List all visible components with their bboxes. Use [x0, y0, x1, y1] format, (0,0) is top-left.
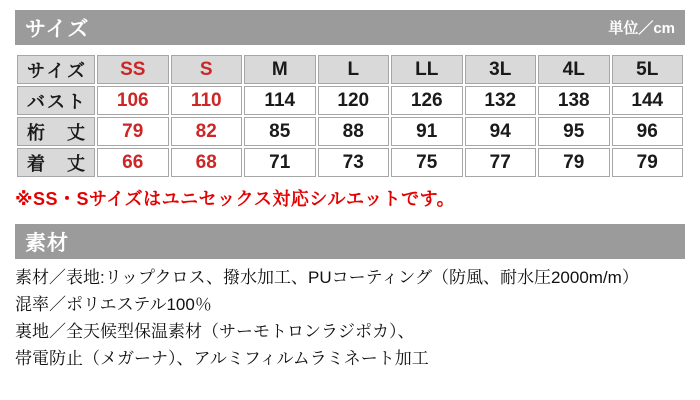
table-cell: 95 [538, 117, 610, 146]
table-cell: 71 [244, 148, 316, 177]
size-table-header-row [17, 55, 683, 84]
material-line: 素材／表地:リップクロス、撥水加工、PUコーティング（防風、耐水圧2000m/m） [15, 268, 639, 287]
table-row [17, 148, 683, 177]
column-header-ss: SS [97, 55, 169, 84]
table-cell: 110 [171, 86, 243, 115]
table-cell: 132 [465, 86, 537, 115]
table-cell: 96 [612, 117, 684, 146]
table-cell: 88 [318, 117, 390, 146]
material-section-header [15, 224, 685, 259]
table-cell: 106 [97, 86, 169, 115]
table-cell: 144 [612, 86, 684, 115]
table-corner-label: サイズ [17, 55, 95, 84]
unit-label: 単位／cm [608, 20, 675, 37]
table-row [17, 117, 683, 146]
table-cell: 73 [318, 148, 390, 177]
material-line: 裏地／全天候型保温素材（サーモトロンラジポカ）、 [15, 322, 415, 341]
column-header-ll: LL [391, 55, 463, 84]
size-section-header [15, 10, 685, 45]
material-line: 帯電防止（メガーナ）、アルミフィルムラミネート加工 [15, 349, 429, 368]
size-table [15, 53, 685, 179]
table-cell: 114 [244, 86, 316, 115]
column-header-l: L [318, 55, 390, 84]
table-cell: 120 [318, 86, 390, 115]
row-label: バスト [17, 86, 95, 115]
material-line: 混率／ポリエステル100％ [15, 295, 212, 314]
size-note: ※SS・Sサイズはユニセックス対応シルエットです。 [15, 189, 456, 209]
table-cell: 79 [538, 148, 610, 177]
table-cell: 91 [391, 117, 463, 146]
column-header-4l: 4L [538, 55, 610, 84]
material-text [15, 264, 685, 372]
material-section-title: 素材 [25, 231, 69, 255]
table-cell: 75 [391, 148, 463, 177]
table-cell: 126 [391, 86, 463, 115]
size-section-title: サイズ [25, 17, 90, 41]
table-cell: 138 [538, 86, 610, 115]
column-header-3l: 3L [465, 55, 537, 84]
table-cell: 79 [97, 117, 169, 146]
table-cell: 94 [465, 117, 537, 146]
table-row [17, 86, 683, 115]
table-cell: 77 [465, 148, 537, 177]
row-label: 桁丈 [17, 117, 95, 146]
column-header-5l: 5L [612, 55, 684, 84]
table-cell: 68 [171, 148, 243, 177]
table-cell: 85 [244, 117, 316, 146]
column-header-s: S [171, 55, 243, 84]
column-header-m: M [244, 55, 316, 84]
row-label: 着丈 [17, 148, 95, 177]
table-cell: 82 [171, 117, 243, 146]
table-cell: 79 [612, 148, 684, 177]
table-cell: 66 [97, 148, 169, 177]
